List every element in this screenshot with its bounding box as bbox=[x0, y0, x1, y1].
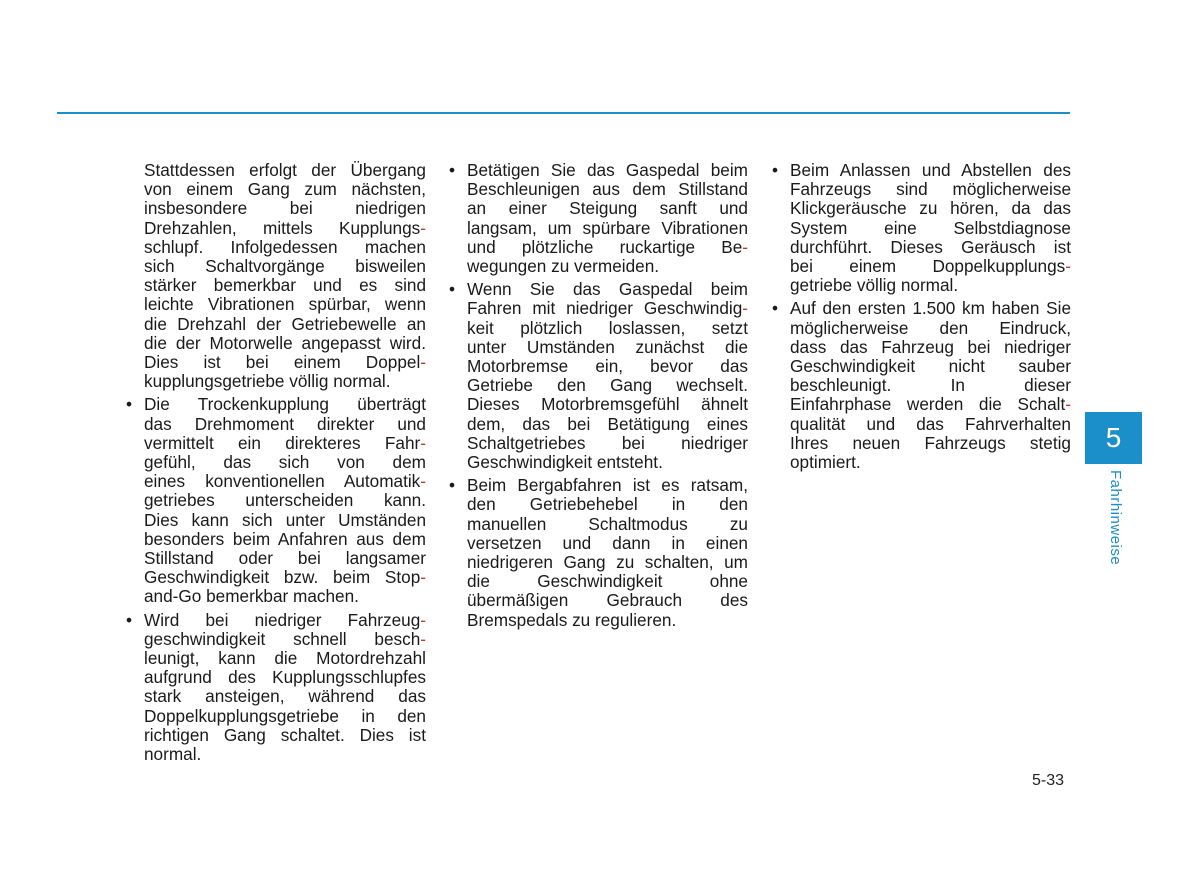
text-line: die der Motorwelle angepasst wird. bbox=[144, 332, 426, 353]
text-line: Schaltgetriebes bei niedriger bbox=[467, 432, 748, 453]
text-line: stärker bemerkbar und es sind bbox=[144, 275, 426, 296]
text-line: den Getriebehebel in den bbox=[467, 494, 748, 515]
hyphen-mark: - bbox=[1065, 394, 1071, 415]
text-line: beschleunigt. In dieser bbox=[790, 375, 1071, 396]
hyphen-mark: - bbox=[420, 567, 426, 588]
text-line: übermäßigen Gebrauch des bbox=[467, 590, 748, 611]
text-line: Stillstand oder bei langsamer bbox=[144, 548, 426, 569]
text-line: getriebe völlig normal. bbox=[790, 275, 959, 296]
hyphen-mark: - bbox=[420, 432, 426, 453]
text-line: System eine Selbstdiagnose bbox=[790, 217, 1071, 238]
bullet-dot: • bbox=[772, 160, 779, 180]
text-line: niedrigeren Gang zu schalten, um bbox=[467, 552, 748, 573]
text-line: optimiert. bbox=[790, 452, 861, 473]
text-line: versetzen und dann in einen bbox=[467, 532, 748, 553]
text-line: Stattdessen erfolgt der Übergang bbox=[144, 160, 426, 180]
text-line: Die Trockenkupplung überträgt bbox=[144, 394, 426, 415]
text-line: keit plötzlich loslassen, setzt bbox=[467, 317, 748, 338]
bullet-dot: • bbox=[449, 160, 456, 180]
bullet-item bbox=[447, 476, 748, 630]
text-line: dass das Fahrzeug bei niedriger bbox=[790, 336, 1071, 357]
text-line: Beim Bergabfahren ist es ratsam, bbox=[467, 475, 748, 496]
text-line: Drehzahlen, mittels Kupplungs- bbox=[144, 217, 426, 238]
text-line: leunigt, kann die Motordrehzahl bbox=[144, 648, 426, 669]
text-line: Fahrzeugs sind möglicherweise bbox=[790, 179, 1071, 200]
text-line: wegungen zu vermeiden. bbox=[467, 256, 660, 277]
text-column-3 bbox=[770, 161, 1071, 476]
text-line: Beim Anlassen und Abstellen des bbox=[790, 160, 1071, 180]
bullet-dot: • bbox=[126, 609, 133, 630]
page-number: 5-33 bbox=[1032, 772, 1065, 789]
text-line: Geschwindigkeit nicht sauber bbox=[790, 356, 1071, 377]
text-line: Geschwindigkeit bzw. beim Stop- bbox=[144, 567, 426, 588]
text-line: Einfahrphase werden die Schalt- bbox=[790, 394, 1071, 415]
text-line: getriebes unterscheiden kann. bbox=[144, 490, 426, 511]
bullet-item bbox=[447, 280, 748, 472]
text-line: sich Schaltvorgänge bisweilen bbox=[144, 256, 426, 277]
text-line: Klickgeräusche zu hören, da das bbox=[790, 198, 1071, 219]
hyphen-mark: - bbox=[420, 628, 426, 649]
text-line: die Drehzahl der Getriebewelle an bbox=[144, 313, 426, 334]
text-line: und plötzliche ruckartige Be- bbox=[467, 236, 748, 257]
text-line: Dieses Motorbremsgefühl ähnelt bbox=[467, 394, 748, 415]
chapter-number-tab bbox=[1085, 412, 1142, 464]
text-line: insbesondere bei niedrigen bbox=[144, 198, 426, 219]
text-line: Wenn Sie das Gaspedal beim bbox=[467, 279, 748, 300]
text-line: Beschleunigen aus dem Stillstand bbox=[467, 179, 748, 200]
text-line: Auf den ersten 1.500 km haben Sie bbox=[790, 298, 1071, 319]
hyphen-mark: - bbox=[420, 217, 426, 238]
bullet-dot: • bbox=[772, 298, 779, 319]
text-line: eines konventionellen Automatik- bbox=[144, 471, 426, 492]
bullet-item bbox=[124, 395, 426, 606]
text-column-1 bbox=[124, 161, 426, 768]
hyphen-mark: - bbox=[420, 352, 426, 373]
text-line: Fahren mit niedriger Geschwindig- bbox=[467, 298, 748, 319]
hyphen-mark: - bbox=[420, 471, 426, 492]
text-line: qualität und das Fahrverhalten bbox=[790, 413, 1071, 434]
text-line: dem, das bei Betätigung eines bbox=[467, 413, 748, 434]
hyphen-mark: - bbox=[742, 236, 748, 257]
text-line: Betätigen Sie das Gaspedal beim bbox=[467, 160, 748, 180]
text-line: durchführt. Dieses Geräusch ist bbox=[790, 236, 1071, 257]
bullet-item bbox=[770, 161, 1071, 295]
paragraph bbox=[124, 161, 426, 391]
text-line: leichte Vibrationen spürbar, wenn bbox=[144, 294, 426, 315]
bullet-item bbox=[124, 611, 426, 765]
text-line: Wird bei niedriger Fahrzeug- bbox=[144, 609, 426, 630]
bullet-dot: • bbox=[449, 475, 456, 496]
text-line: die Geschwindigkeit ohne bbox=[467, 571, 748, 592]
text-line: vermittelt ein direkteres Fahr- bbox=[144, 432, 426, 453]
text-line: von einem Gang zum nächsten, bbox=[144, 179, 426, 200]
bullet-item bbox=[447, 161, 748, 276]
text-line: möglicherweise den Eindruck, bbox=[790, 317, 1071, 338]
bullet-item bbox=[770, 299, 1071, 472]
text-column-2 bbox=[447, 161, 748, 634]
hyphen-mark: - bbox=[742, 298, 748, 319]
hyphen-mark: - bbox=[1065, 256, 1071, 277]
text-line: Ihres neuen Fahrzeugs stetig bbox=[790, 432, 1071, 453]
text-line: das Drehmoment direkter und bbox=[144, 413, 426, 434]
text-line: unter Umständen zunächst die bbox=[467, 336, 748, 357]
text-line: langsam, um spürbare Vibrationen bbox=[467, 217, 748, 238]
text-line: geschwindigkeit schnell besch- bbox=[144, 628, 426, 649]
text-line: Motorbremse ein, bevor das bbox=[467, 356, 748, 377]
text-line: gefühl, das sich von dem bbox=[144, 452, 426, 473]
text-line: manuellen Schaltmodus zu bbox=[467, 513, 748, 534]
text-line: Getriebe den Gang wechselt. bbox=[467, 375, 748, 396]
text-line: schlupf. Infolgedessen machen bbox=[144, 236, 426, 257]
text-line: normal. bbox=[144, 744, 202, 765]
chapter-number: 5 bbox=[1105, 422, 1122, 453]
text-line: Doppelkupplungsgetriebe in den bbox=[144, 705, 426, 726]
text-line: Bremspedals zu regulieren. bbox=[467, 609, 677, 630]
text-line: bei einem Doppelkupplungs- bbox=[790, 256, 1071, 277]
text-line: richtigen Gang schaltet. Dies ist bbox=[144, 724, 426, 745]
chapter-title: Fahrhinweise bbox=[1107, 470, 1124, 566]
text-line: besonders beim Anfahren aus dem bbox=[144, 528, 426, 549]
text-line: Dies kann sich unter Umständen bbox=[144, 509, 426, 530]
header-rule bbox=[57, 112, 1070, 114]
hyphen-mark: - bbox=[420, 609, 426, 630]
bullet-dot: • bbox=[126, 394, 133, 415]
text-line: aufgrund des Kupplungsschlupfes bbox=[144, 667, 426, 688]
text-line: stark ansteigen, während das bbox=[144, 686, 426, 707]
text-line: Geschwindigkeit entsteht. bbox=[467, 452, 663, 473]
text-line: Dies ist bei einem Doppel- bbox=[144, 352, 426, 373]
text-line: kupplungsgetriebe völlig normal. bbox=[144, 371, 391, 392]
text-line: an einer Steigung sanft und bbox=[467, 198, 748, 219]
text-line: and-Go bemerkbar machen. bbox=[144, 586, 359, 607]
bullet-dot: • bbox=[449, 279, 456, 300]
